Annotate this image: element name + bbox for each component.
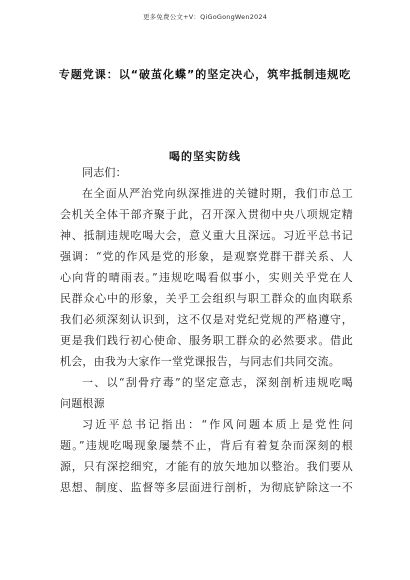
body-line: 心向背的晴雨表。”违规吃喝看似事小，实则关乎党在人 [60, 271, 353, 284]
body-line: 题。”违规吃喝现象屡禁不止，背后有着复杂而深刻的根 [60, 439, 353, 452]
salutation: 同志们： [82, 166, 127, 179]
body-line: 在全面从严治党向纵深推进的关键时期，我们市总工 [82, 187, 353, 200]
body-line: 神、抵制违规吃喝大会，意义重大且深远。习近平总书记 [60, 229, 353, 242]
body-line: 我们必须深刻认识到，这不仅是对党纪党规的严格遵守， [60, 313, 353, 326]
body-line: 习近平总书记指出：“作风问题本质上是党性问 [82, 418, 353, 431]
body-line: 会机关全体干部齐聚于此，召开深入贯彻中央八项规定精 [60, 208, 353, 221]
document-title-line-1: 专题党课：以“破茧化蝶”的坚定决心，筑牢抵制违规吃 [58, 68, 352, 81]
header-note: 更多免费公文+V：QiGoGongWen2024 [142, 13, 268, 21]
body-line: 思想、制度、监督等多层面进行剖析，为彻底铲除这一不 [60, 481, 353, 494]
section-heading: 一、以“刮骨疗毒”的坚定意志，深刻剖析违规吃喝 [82, 376, 353, 389]
body-line: 机会，由我为大家作一堂党课报告，与同志们共同交流。 [60, 355, 340, 368]
document-body [60, 162, 353, 498]
body-line: 源，只有深挖细究，才能有的放矢地加以整治。我们要从 [60, 460, 353, 473]
document-title-line-2: 喝的坚实防线 [169, 150, 241, 163]
body-line: 更是我们践行初心使命、服务职工群众的必然要求。借此 [60, 334, 353, 347]
section-heading: 问题根源 [60, 397, 105, 410]
body-line: 民群众心中的形象，关乎工会组织与职工群众的血肉联系 [60, 292, 353, 305]
body-line: 强调：“党的作风是党的形象，是观察党群干群关系、人 [60, 250, 353, 263]
